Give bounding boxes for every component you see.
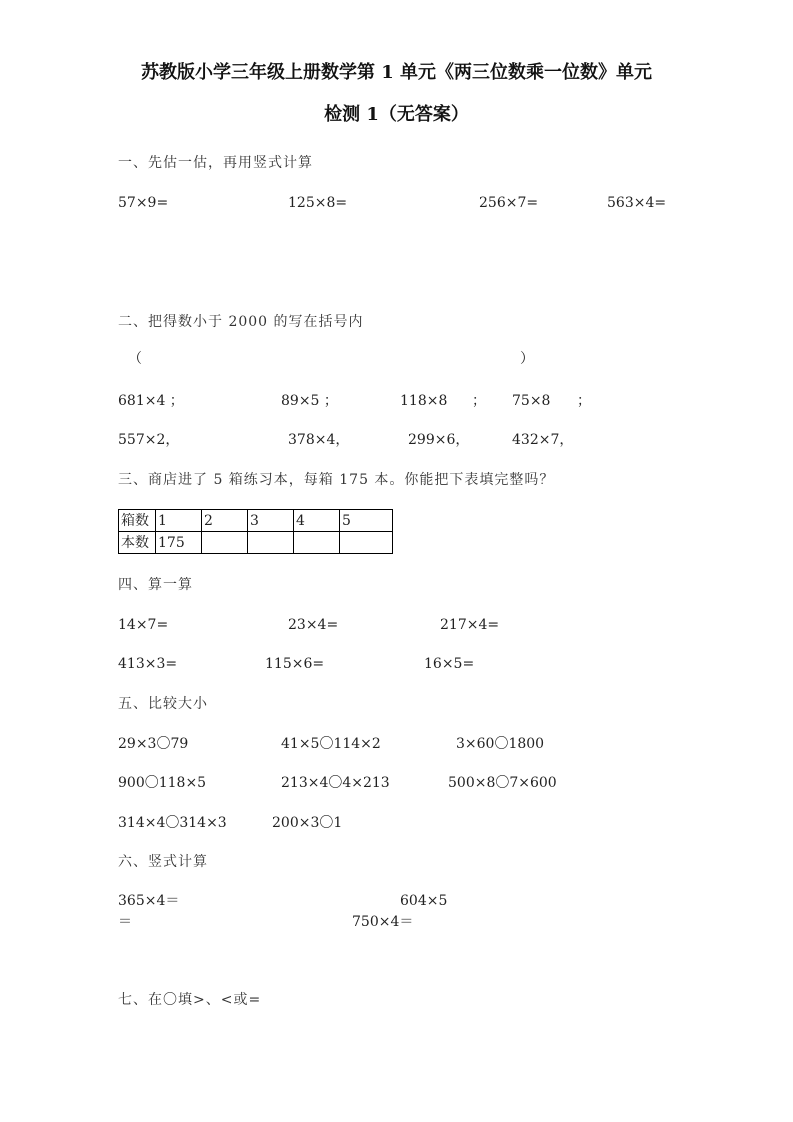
- s2-row1-sep-4: ；: [577, 393, 591, 409]
- table-cell-blank[interactable]: [248, 532, 294, 554]
- page-title-line-2: 检测 1（无答案）: [324, 104, 469, 125]
- s2-bracket-close: ）: [520, 351, 534, 367]
- s1-item-2: 125×8=: [288, 195, 348, 211]
- section-1-heading: 一、先估一估，再用竖式计算: [118, 155, 313, 171]
- table-cell: 175: [156, 532, 202, 554]
- s5-row3-item-2: 200×3〇1: [272, 815, 343, 831]
- s1-item-4: 563×4=: [607, 195, 667, 211]
- table-header-books: 本数: [119, 532, 156, 554]
- table-row: [119, 532, 393, 554]
- s6-item-2: 604×5: [400, 893, 448, 909]
- s4-row2-item-1: 413×3=: [118, 656, 178, 672]
- s2-row2-item-1: 557×2，: [118, 432, 180, 448]
- s5-row2-item-1: 900〇118×5: [118, 775, 207, 791]
- s5-row1-item-1: 29×3〇79: [118, 736, 189, 752]
- s5-row2-item-2: 213×4〇4×213: [281, 775, 390, 791]
- table-row: [119, 510, 393, 532]
- s2-row2-item-4: 432×7，: [512, 432, 574, 448]
- section-5-heading: 五、比较大小: [118, 696, 208, 712]
- section-6-heading: 六、竖式计算: [118, 854, 208, 870]
- s4-row1-item-2: 23×4=: [288, 617, 339, 633]
- s4-row2-item-2: 115×6=: [265, 656, 325, 672]
- s2-row2-item-2: 378×4，: [288, 432, 350, 448]
- s2-row2-item-3: 299×6，: [408, 432, 470, 448]
- section-3-heading: 三、商店进了 5 箱练习本，每箱 175 本。你能把下表填完整吗？: [118, 472, 555, 488]
- s1-item-1: 57×9=: [118, 195, 169, 211]
- s5-row3-item-1: 314×4〇314×3: [118, 815, 227, 831]
- page-title-line-1: 苏教版小学三年级上册数学第 1 单元《两三位数乘一位数》单元: [140, 62, 653, 83]
- s4-row1-item-3: 217×4=: [440, 617, 500, 633]
- table-cell-blank[interactable]: [294, 532, 340, 554]
- s2-row1-sep-3: ；: [472, 393, 486, 409]
- s1-item-3: 256×7=: [479, 195, 539, 211]
- section-4-heading: 四、算一算: [118, 577, 193, 593]
- s4-row1-item-1: 14×7=: [118, 617, 169, 633]
- section-7-heading: 七、在〇填>、<或=: [118, 992, 262, 1008]
- table-cell: 3: [248, 510, 294, 532]
- s5-row1-item-2: 41×5〇114×2: [281, 736, 381, 752]
- s2-bracket-open: （: [128, 351, 142, 367]
- s5-row1-item-3: 3×60〇1800: [456, 736, 545, 752]
- table-cell: 2: [202, 510, 248, 532]
- s6-item-1: 365×4＝: [118, 893, 180, 909]
- s4-row2-item-3: 16×5=: [424, 656, 475, 672]
- s2-row1-item-3: 118×8: [400, 393, 448, 409]
- s2-row1-item-2: 89×5 ；: [281, 393, 338, 409]
- table-cell: 5: [340, 510, 393, 532]
- table-cell-blank[interactable]: [202, 532, 248, 554]
- boxes-table: [118, 509, 393, 554]
- section-2-heading: 二、把得数小于 2000 的写在括号内: [118, 314, 364, 330]
- s2-row1-item-4: 75×8: [512, 393, 551, 409]
- s2-row1-item-1: 681×4 ；: [118, 393, 184, 409]
- s5-row2-item-3: 500×8〇7×600: [448, 775, 557, 791]
- s6-item-2-equals: ＝: [118, 914, 132, 930]
- table-cell: 1: [156, 510, 202, 532]
- table-cell: 4: [294, 510, 340, 532]
- table-header-boxes: 箱数: [119, 510, 156, 532]
- table-cell-blank[interactable]: [340, 532, 393, 554]
- s6-item-3: 750×4＝: [352, 914, 414, 930]
